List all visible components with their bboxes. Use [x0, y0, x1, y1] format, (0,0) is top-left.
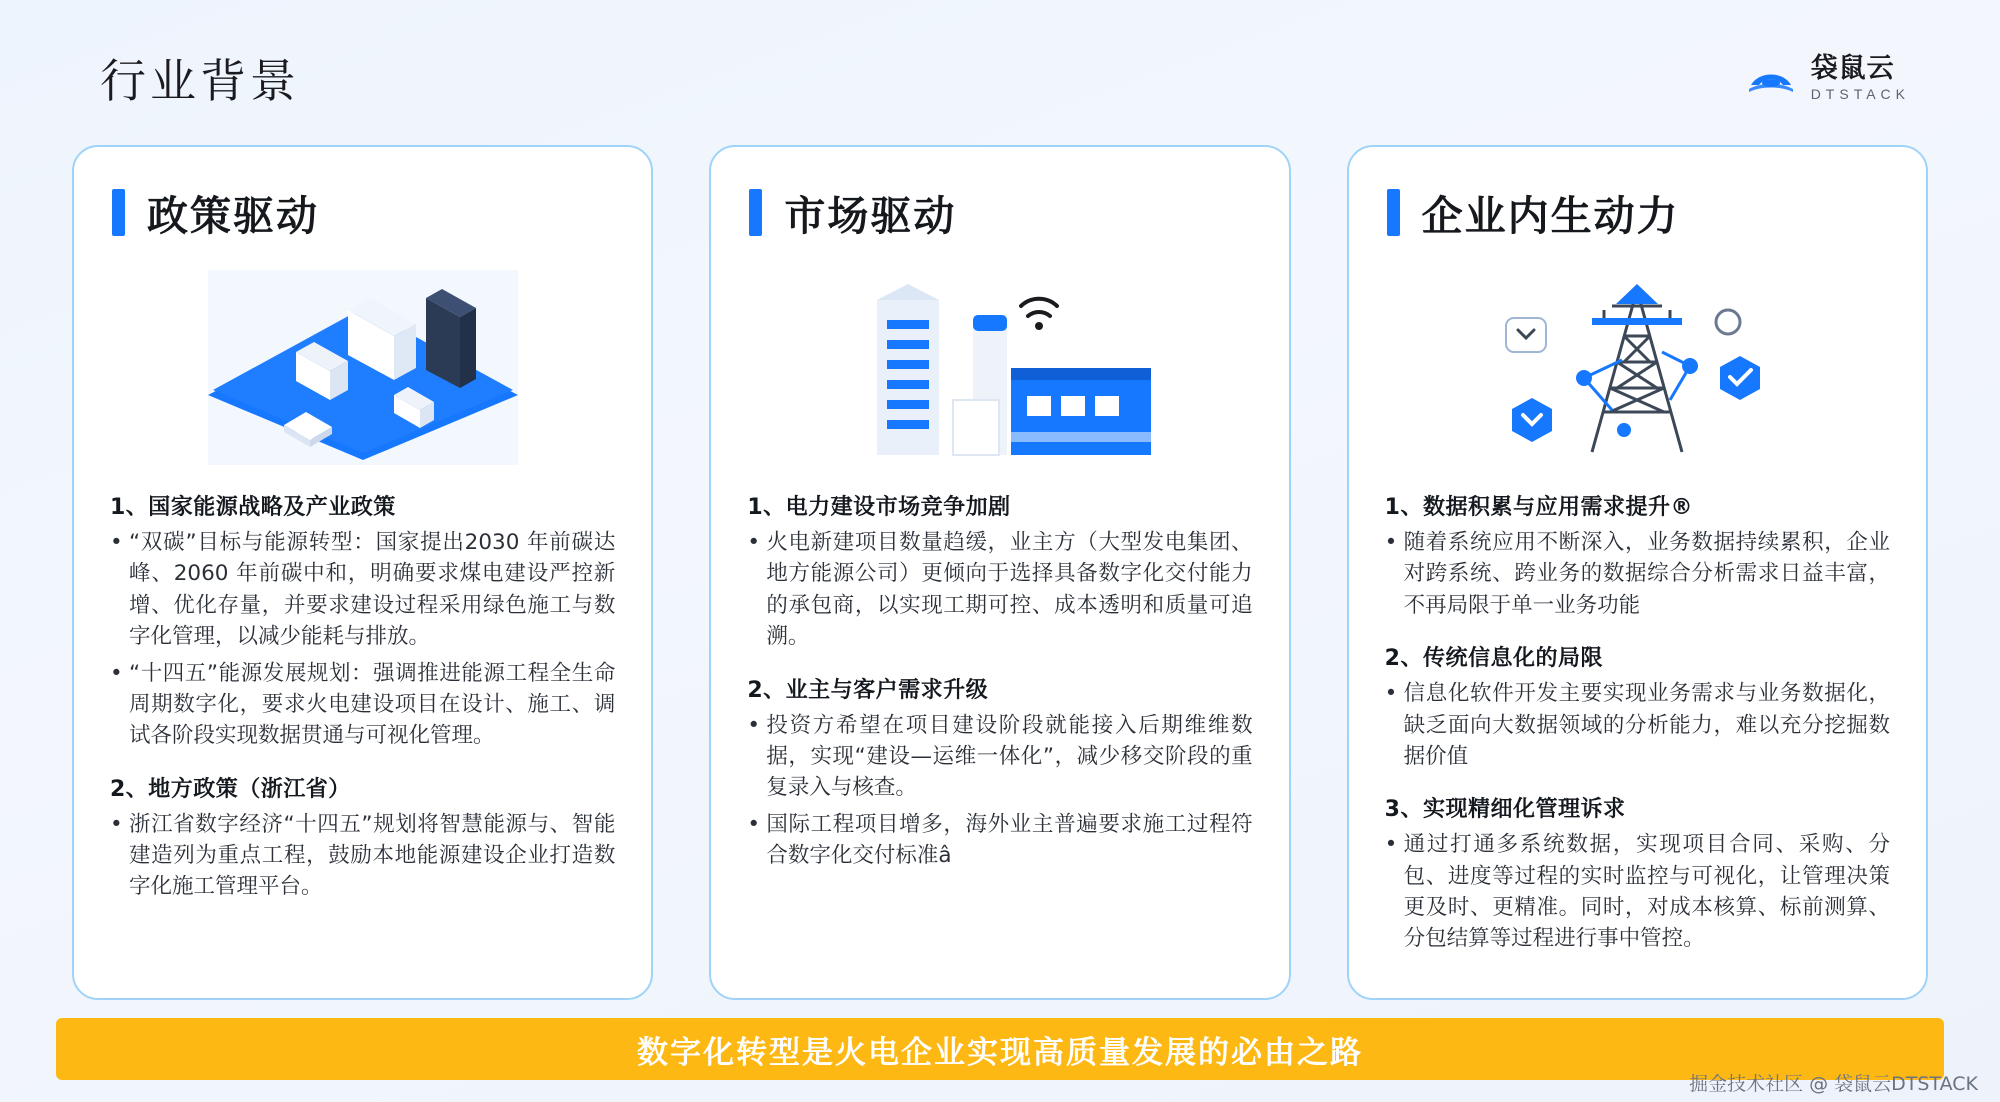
card-header: [1387, 183, 1896, 242]
card-market-driven: [709, 145, 1290, 1000]
bullet-item: [1385, 527, 1890, 621]
bullet-item: [747, 527, 1252, 653]
bullet-text: 火电新建项目数量趋缓，业主方（大型发电集团、地方能源公司）更倾向于选择具备数字化交付能力的承包商，以实现工期可控、成本透明和质量可追溯。: [766, 530, 1253, 650]
bullet-marker: •: [1384, 530, 1398, 555]
brand-logo: [1745, 52, 1910, 104]
section-title: 1、数据积累与应用需求提升®: [1384, 495, 1693, 520]
city-factory-wifi-illustration-icon: [741, 252, 1258, 482]
bullet-text: 国际工程项目增多，海外业主普遍要求施工过程符合数字化交付标准â: [766, 811, 1253, 868]
card-policy-driven: [72, 145, 653, 1000]
bullet-item: [1385, 678, 1890, 772]
bullet-text: 随着系统应用不断深入，业务数据持续累积，企业对跨系统、跨业务的数据综合分析需求日益丰富，不再局限于单一业务功能: [1403, 530, 1890, 618]
kangaroo-cloud-logo-icon: [1745, 52, 1797, 104]
bullet-marker: •: [1384, 681, 1398, 707]
bullet-marker: •: [110, 660, 123, 686]
accent-bar: [112, 189, 125, 236]
bullet-item: [1385, 829, 1890, 955]
section: [110, 772, 615, 903]
section: [747, 490, 1252, 653]
bullet-marker: •: [110, 811, 123, 837]
card-body: [104, 490, 621, 903]
bullet-item: [110, 809, 615, 903]
isometric-buildings-platform-illustration-icon: [104, 252, 621, 482]
accent-bar: [1387, 189, 1400, 236]
card-body: [1379, 490, 1896, 955]
bullet-marker: •: [747, 712, 761, 738]
card-body: [741, 490, 1258, 871]
bullet-item: [747, 710, 1252, 804]
card-container: [72, 145, 1928, 1000]
section-title: 2、地方政策（浙江省）: [110, 776, 351, 802]
brand-text: [1811, 54, 1910, 102]
card-header: [112, 183, 621, 242]
slide-header: [0, 28, 2000, 128]
brand-name-cn: 袋鼠云: [1810, 52, 1895, 83]
bullet-item: [110, 527, 615, 653]
card-title: 市场驱动: [784, 192, 957, 240]
bullet-marker: •: [1384, 832, 1398, 858]
bullet-item: [747, 809, 1252, 872]
footer-banner: [56, 1018, 1944, 1080]
section: [1385, 792, 1890, 955]
page-title: 行业背景: [100, 54, 300, 108]
section-title: 1、电力建设市场竞争加剧: [747, 495, 1011, 520]
bullet-text: 投资方希望在项目建设阶段就能接入后期维维数据，实现“建设—运维一体化”，减少移交阶段的重复录入与核查。: [766, 712, 1253, 801]
card-title: 企业内生动力: [1421, 192, 1680, 240]
footer-banner-text: 数字化转型是火电企业实现高质量发展的必由之路: [637, 1034, 1363, 1071]
section-title: 2、传统信息化的局限: [1384, 646, 1603, 672]
accent-bar: [749, 189, 762, 236]
section: [110, 490, 615, 752]
bullet-text: 信息化软件开发主要实现业务需求与业务数据化，缺乏面向大数据领域的分析能力，难以充分挖掘数据价值: [1403, 681, 1890, 769]
section: [1385, 641, 1890, 772]
bullet-marker: •: [110, 530, 123, 555]
footer-credit: 掘金技术社区 @ 袋鼠云DTSTACK: [1689, 1073, 1978, 1095]
card-header: [749, 183, 1258, 242]
section: [747, 673, 1252, 872]
bullet-text: “十四五”能源发展规划：强调推进能源工程全生命周期数字化，要求火电建设项目在设计、施工、调试各阶段实现数据贯通与可视化管理。: [129, 660, 616, 749]
brand-name-en: DTSTACK: [1810, 85, 1910, 102]
card-title: 政策驱动: [147, 192, 319, 240]
bullet-text: 浙江省数字经济“十四五”规划将智慧能源与、智能建造列为重点工程，鼓励本地能源建设企业打造数字化施工管理平台。: [129, 811, 616, 900]
section-title: 2、业主与客户需求升级: [747, 677, 989, 703]
bullet-text: “双碳”目标与能源转型：国家提出2030 年前碳达峰、2060 年前碳中和，明确要求煤电建设严控新增、优化存量，并要求建设过程采用绿色施工与数字化管理，以减少能耗与排放。: [129, 530, 616, 650]
bullet-marker: •: [747, 530, 761, 555]
section: [1385, 490, 1890, 621]
section-title: 3、实现精细化管理诉求: [1384, 797, 1626, 823]
power-tower-network-illustration-icon: [1379, 252, 1896, 482]
bullet-marker: •: [747, 811, 761, 837]
bullet-item: [110, 658, 615, 752]
section-title: 1、国家能源战略及产业政策: [110, 495, 396, 520]
card-internal-drive: [1347, 145, 1928, 1000]
bullet-text: 通过打通多系统数据，实现项目合同、采购、分包、进度等过程的实时监控与可视化，让管理决策更及时、更精准。同时，对成本核算、标前测算、分包结算等过程进行事中管控。: [1403, 832, 1890, 952]
